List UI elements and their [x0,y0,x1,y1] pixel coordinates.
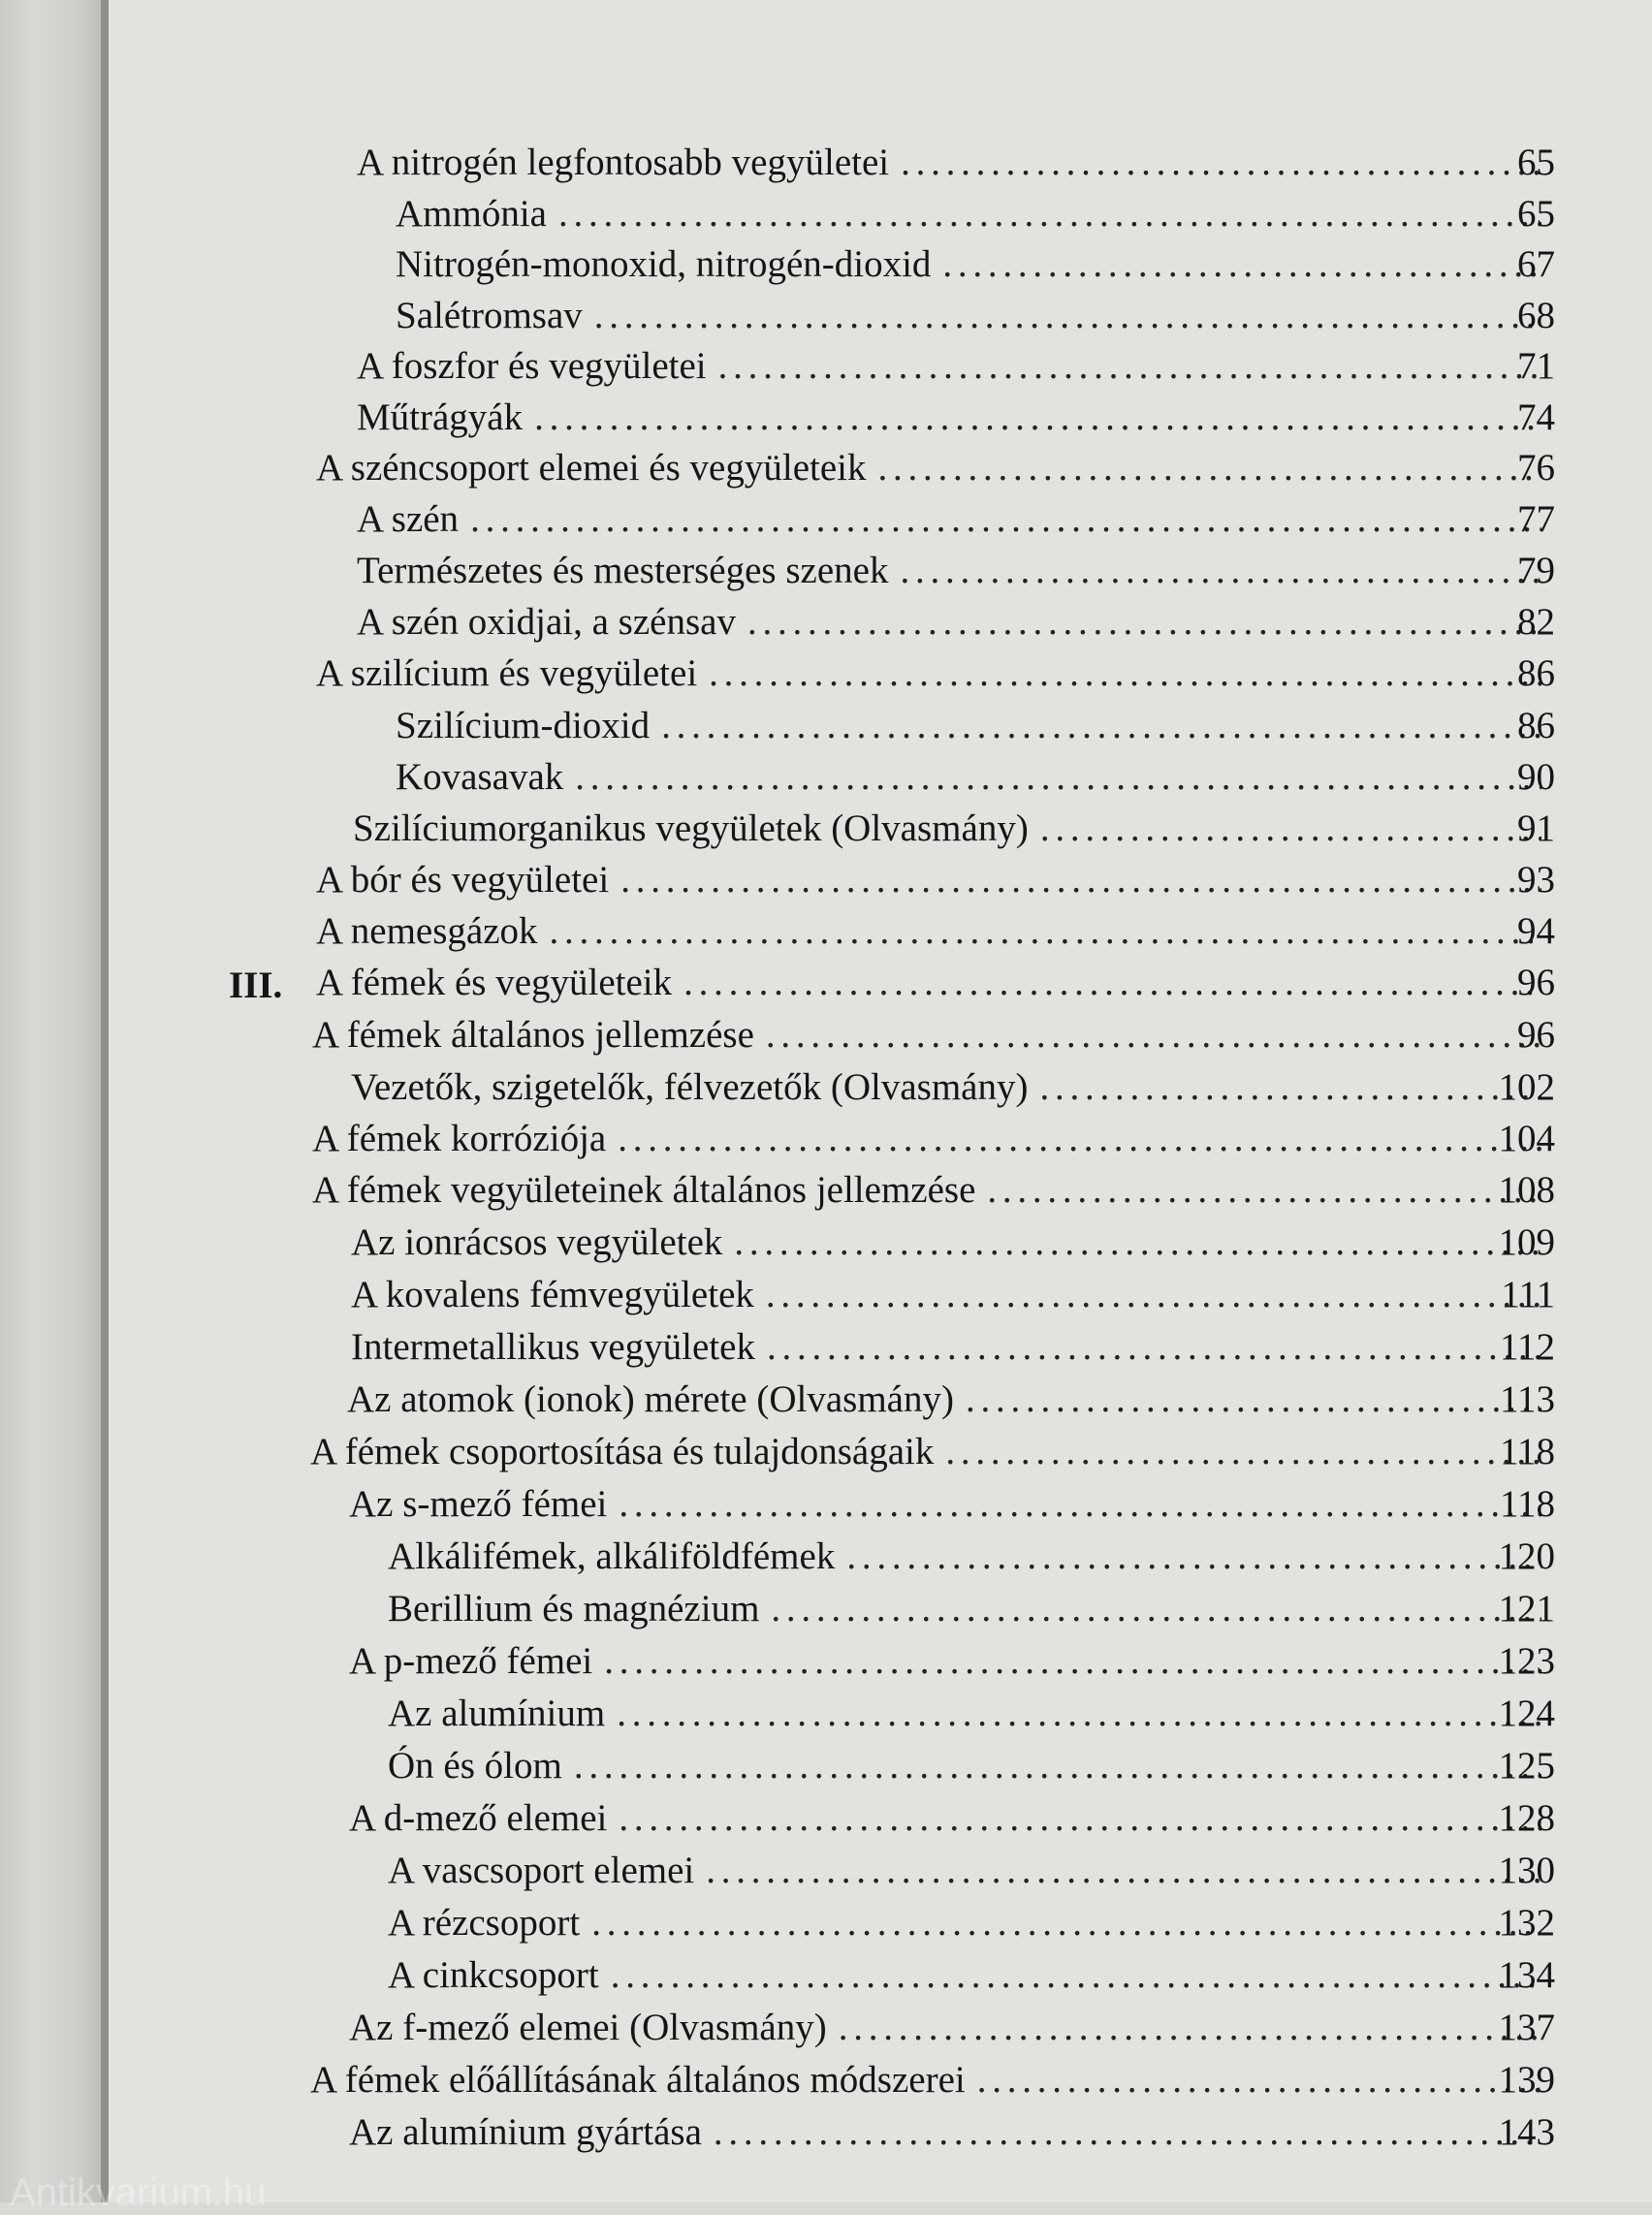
toc-entry [396,242,1555,295]
toc-entry [349,1482,1555,1535]
toc-entry-title: Salétromsav [396,295,583,336]
toc-entry-title: A szén [357,498,460,540]
leader-dots [683,961,1541,1004]
toc-entry [351,1065,1555,1118]
toc-entry-page: 111 [1501,1274,1555,1315]
toc-entry-page: 91 [1517,807,1555,849]
toc-entry [388,1849,1555,1901]
toc-entry-title: Alkálifémek, alkáliföldfémek [388,1535,836,1577]
toc-entry [316,651,1555,704]
toc-entry-page: 118 [1499,1483,1555,1525]
toc-entry-title: Az atomok (ionok) mérete (Olvasmány) [347,1378,954,1420]
leader-dots [877,446,1541,490]
toc-entry-page: 113 [1499,1378,1555,1420]
toc-entry [312,1013,1555,1065]
toc-entry [316,858,1555,910]
toc-entry [351,1325,1555,1377]
leader-dots [558,192,1541,236]
leader-dots [766,1013,1541,1057]
toc-entry-page: 134 [1498,1954,1555,1996]
toc-entry-title: A nemesgázok [316,910,538,952]
leader-dots [942,242,1541,286]
toc-entry-title: A fémek előállításának általános módszerei [310,2059,966,2101]
toc-entry [357,600,1555,652]
leader-dots [619,1796,1541,1840]
leader-dots [966,1377,1541,1421]
toc-entry-page: 124 [1498,1693,1555,1734]
leader-dots [706,1849,1541,1892]
toc-entry [388,1901,1555,1953]
toc-entry-page: 65 [1517,193,1555,235]
toc-entry-title: Nitrogén-monoxid, nitrogén-dioxid [396,243,932,285]
toc-entry-title: Az f-mező elemei (Olvasmány) [349,2007,827,2048]
toc-entry [388,1744,1555,1796]
leader-dots [661,704,1541,747]
watermark: Antikvarium.hu [10,2171,267,2214]
toc-entry-page: 128 [1498,1797,1555,1839]
toc-entry-page: 120 [1498,1535,1555,1577]
leader-dots [1039,1065,1541,1109]
toc-entry-page: 139 [1498,2059,1555,2101]
leader-dots [839,2006,1541,2049]
leader-dots [1040,807,1541,850]
leader-dots [714,2110,1541,2154]
toc-entry-title: Az alumínium [388,1693,606,1734]
toc-entry [357,549,1555,601]
toc-chapter-entry [316,961,1555,1013]
toc-entry [316,446,1555,498]
toc-entry-page: 109 [1498,1221,1555,1263]
toc-entry [357,396,1555,448]
toc-entry [347,1377,1555,1430]
toc-entry [312,1168,1555,1220]
toc-entry-title: Kovasavak [396,756,564,798]
toc-entry-page: 71 [1517,345,1555,387]
leader-dots [766,1273,1541,1316]
toc-entry [351,1220,1555,1273]
toc-entry [388,1953,1555,2006]
toc-entry-title: A fémek vegyületeinek általános jellemzése [312,1169,976,1211]
toc-entry-title: A széncsoport elemei és vegyületeik [316,447,867,489]
toc-entry-page: 94 [1517,910,1555,952]
leader-dots [945,1430,1541,1473]
toc-entry-page: 74 [1517,396,1555,438]
toc-entry-page: 123 [1498,1640,1555,1682]
leader-dots [767,1325,1541,1369]
leader-dots [470,497,1541,541]
toc-entry [316,909,1555,962]
toc-entry-title: Szilíciumorganikus vegyületek (Olvasmány) [353,807,1029,849]
toc-entry-title: Műtrágyák [357,396,524,438]
toc-entry-page: 68 [1517,295,1555,336]
toc-entry-title: A rézcsoport [388,1902,581,1944]
toc-entry [396,755,1555,807]
leader-dots [900,549,1541,592]
toc-entry [388,1692,1555,1744]
toc-entry [310,1430,1555,1482]
toc-entry [388,1535,1555,1587]
toc-entry-page: 93 [1517,859,1555,901]
leader-dots [747,600,1541,644]
leader-dots [594,294,1541,337]
toc-entry [349,2110,1555,2163]
leader-dots [591,1901,1541,1945]
toc-entry-title: Az alumínium gyártása [349,2111,702,2153]
leader-dots [604,1639,1541,1683]
toc-entry-title: A fémek korróziója [312,1118,607,1159]
toc-entry-title: Vezetők, szigetelők, félvezetők (Olvasmány) [351,1066,1029,1108]
toc-entry-page: 77 [1517,498,1555,540]
toc-entry-page: 90 [1517,756,1555,798]
toc-entry-title: A kovalens fémvegyületek [351,1274,754,1315]
toc-entry [396,704,1555,756]
toc-entry-page: 82 [1517,601,1555,643]
toc-entry-page: 125 [1498,1745,1555,1787]
toc-entry [396,192,1555,244]
leader-dots [534,396,1541,439]
toc-entry-title: A fémek általános jellemzése [312,1014,754,1056]
toc-entry [310,2058,1555,2110]
toc-entry-page: 86 [1517,652,1555,694]
toc-entry [349,1796,1555,1849]
toc-entry-title: Berillium és magnézium [388,1588,760,1630]
toc-entry-title: Szilícium-dioxid [396,705,651,746]
leader-dots [550,909,1541,953]
toc-entry-page: 96 [1517,962,1555,1003]
toc-entry [357,344,1555,396]
leader-dots [574,1744,1541,1788]
toc-entry-title: A szilícium és vegyületei [316,652,698,694]
leader-dots [977,2058,1541,2102]
leader-dots [618,1117,1541,1160]
toc-entry [388,1587,1555,1639]
toc-entry-page: 132 [1498,1902,1555,1944]
leader-dots [619,1482,1541,1526]
leader-dots [575,755,1541,799]
toc-entry-title: Természetes és mesterséges szenek [357,550,889,591]
toc-entry-page: 118 [1499,1431,1555,1472]
toc-entry-title: Az s-mező fémei [349,1483,608,1525]
toc-entry [357,141,1555,193]
toc-entry-page: 108 [1498,1169,1555,1211]
toc-entry-title: A foszfor és vegyületei [357,345,707,387]
toc-entry-title: A fémek csoportosítása és tulajdonságaik [310,1431,935,1472]
leader-dots [611,1953,1541,1997]
leader-dots [620,858,1541,902]
leader-dots [718,344,1541,388]
toc-entry-page: 96 [1517,1014,1555,1056]
toc-entry-page: 102 [1498,1066,1555,1108]
toc-entry-page: 112 [1499,1326,1555,1368]
toc-entry [349,2006,1555,2058]
toc-entry [349,1639,1555,1692]
toc-entry [396,294,1555,346]
toc-entry-page: 121 [1498,1588,1555,1630]
toc-entry-title: Ammónia [396,193,547,235]
leader-dots [617,1692,1541,1735]
toc-entry-page: 79 [1517,550,1555,591]
toc-entry [353,807,1555,859]
toc-entry-page: 86 [1517,705,1555,746]
toc-entry-title: A cinkcsoport [388,1954,599,1996]
toc-entry-page: 137 [1498,2007,1555,2048]
toc-entry-title: A nitrogén legfontosabb vegyületei [357,142,890,183]
toc-entry-title: A vascsoport elemei [388,1850,695,1891]
leader-dots [987,1168,1541,1212]
toc-entry-title: A szén oxidjai, a szénsav [357,601,736,643]
toc-entry-page: 143 [1498,2111,1555,2153]
toc-entry [351,1273,1555,1325]
toc-entry-title: Intermetallikus vegyületek [351,1326,755,1368]
toc-entry-title: A bór és vegyületei [316,859,610,901]
chapter-number: III. [229,965,283,1006]
toc-entry-title: A fémek és vegyületeik [316,962,673,1003]
leader-dots [734,1220,1541,1264]
toc-entry-page: 65 [1517,142,1555,183]
toc-entry [357,497,1555,550]
toc-entry-page: 76 [1517,447,1555,489]
leader-dots [709,651,1541,695]
toc-entry-page: 67 [1517,243,1555,285]
leader-dots [846,1535,1541,1578]
leader-dots [771,1587,1541,1630]
toc-entry-page: 130 [1498,1850,1555,1891]
toc-entry-title: Ón és ólom [388,1745,562,1787]
toc-entry-title: A d-mező elemei [349,1797,608,1839]
leader-dots [901,141,1541,184]
toc-entry-page: 104 [1498,1118,1555,1159]
toc-entry-title: A p-mező fémei [349,1640,593,1682]
toc-entry [312,1117,1555,1169]
toc-entry-title: Az ionrácsos vegyületek [351,1221,723,1263]
